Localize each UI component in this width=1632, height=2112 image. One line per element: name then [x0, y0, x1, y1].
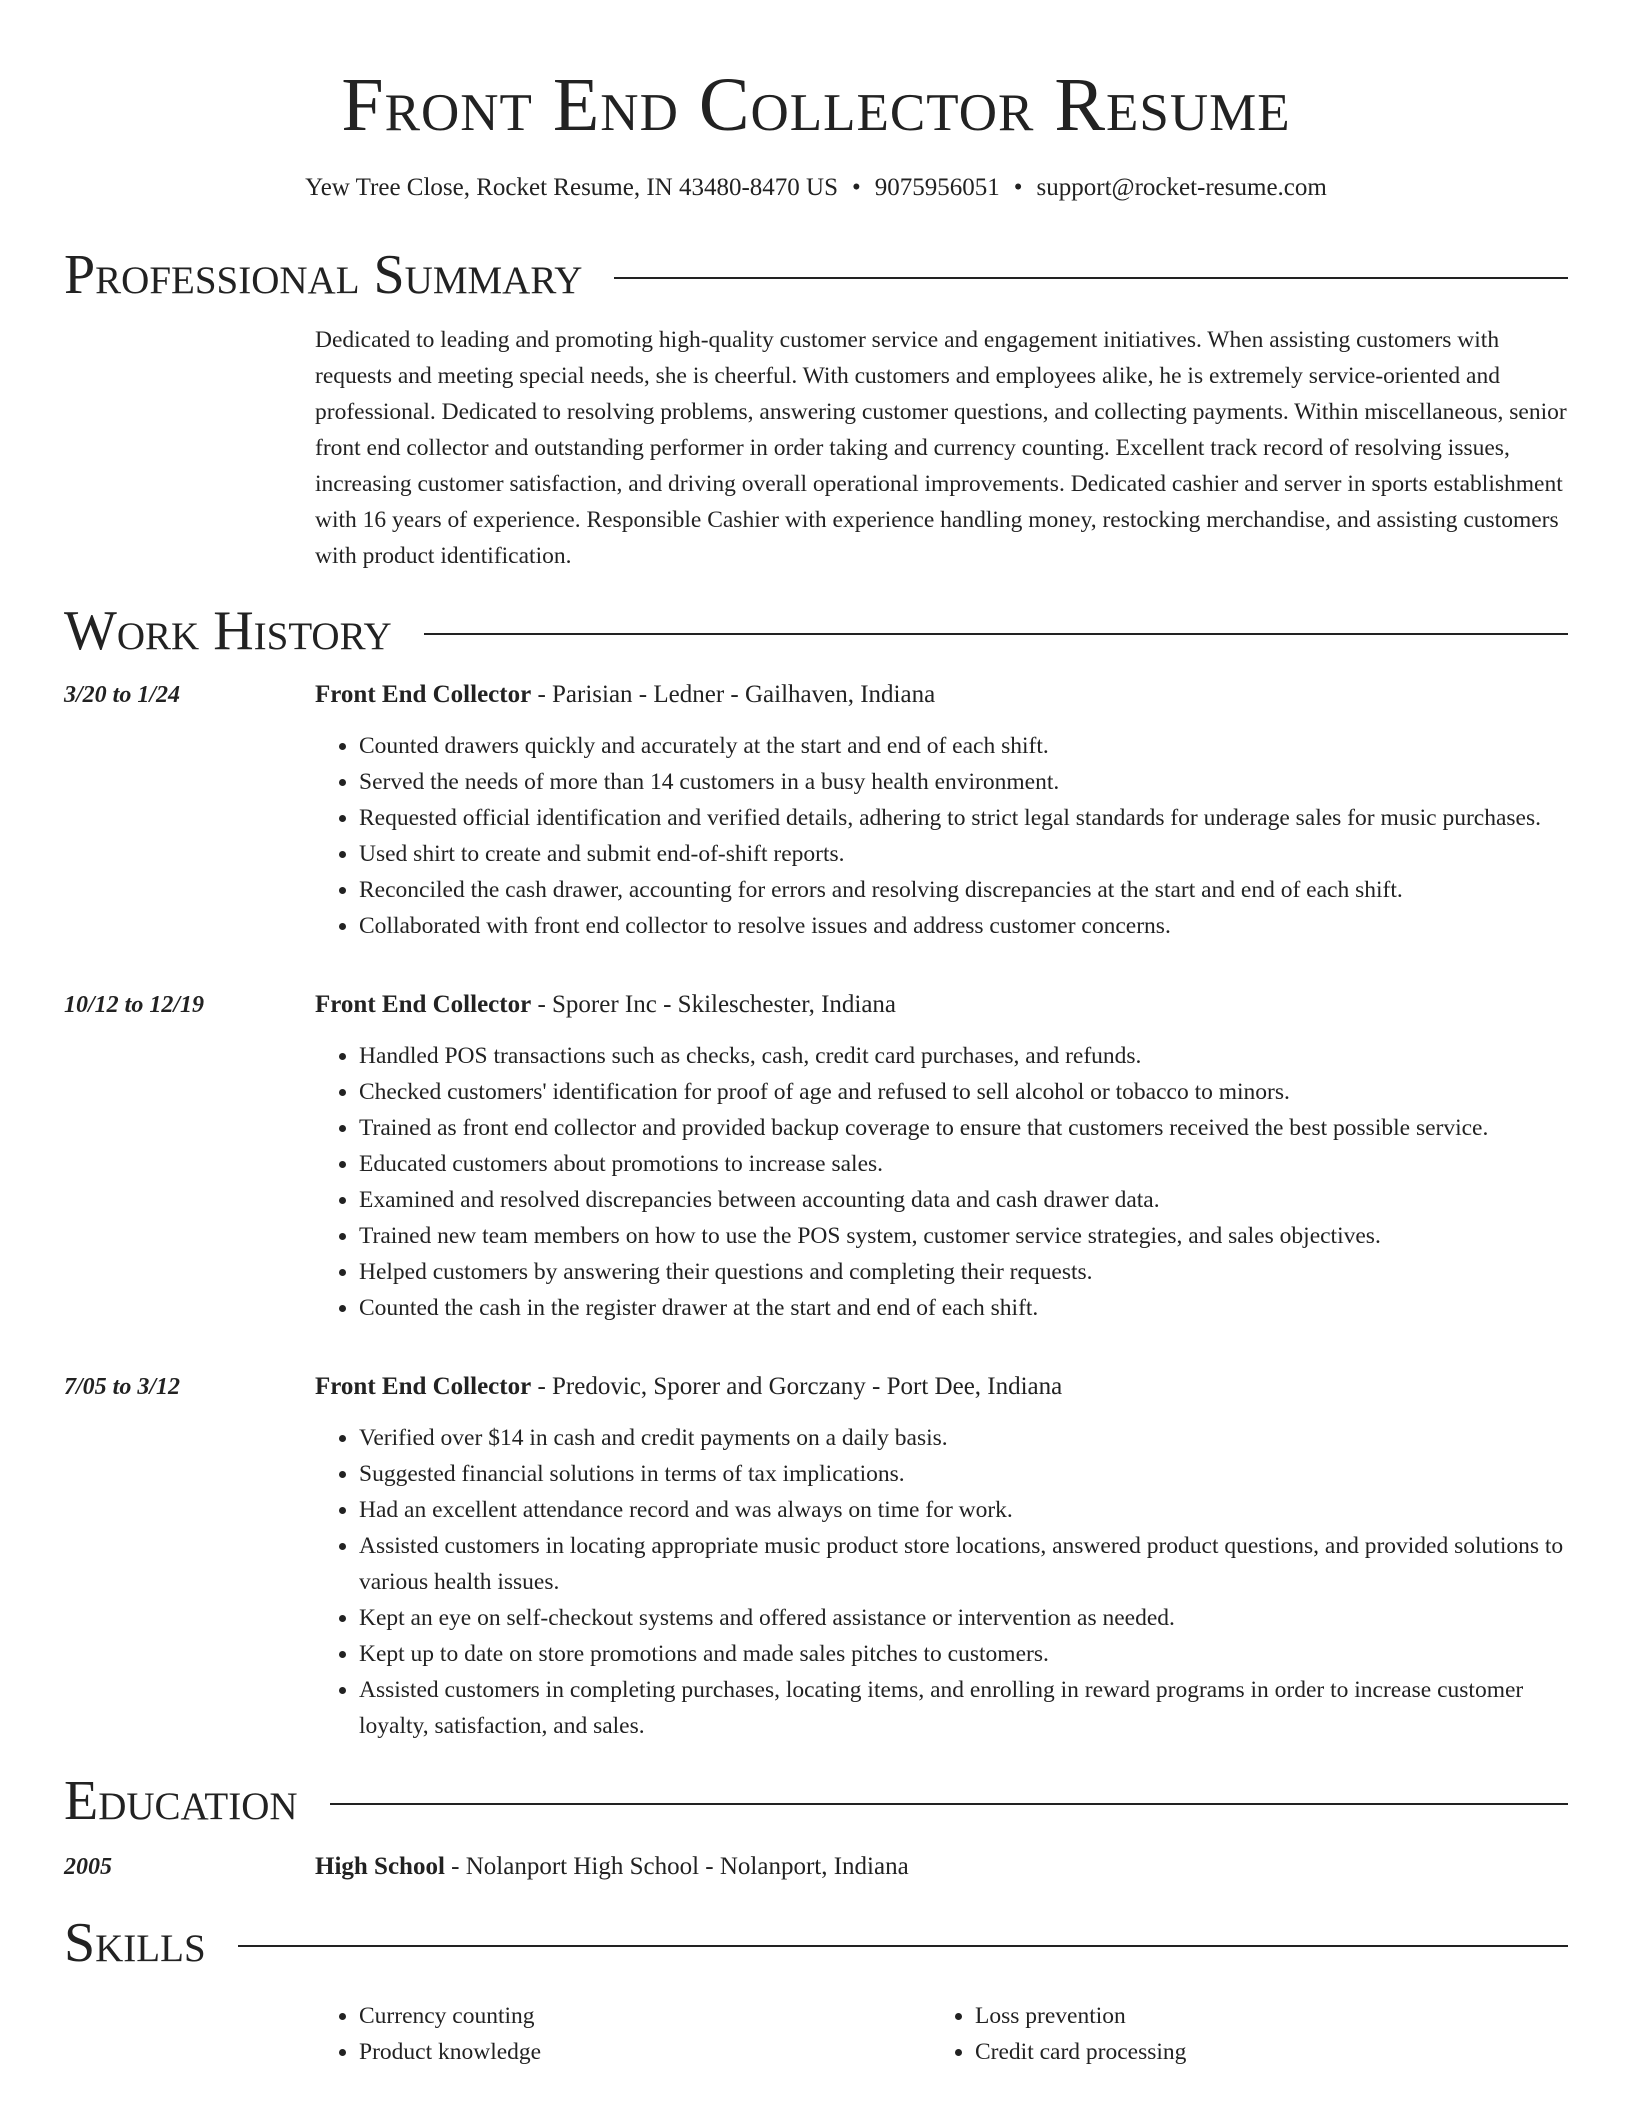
- job-title: Front End Collector: [315, 1373, 532, 1400]
- summary-text: Dedicated to leading and promoting high-quality customer service and engagement initiatives. When assisting customers with requests and meeting special needs, she is cheerful. With customers and employees alike, he is extremely service-oriented and professional. Dedicated to resolving problems, answering customer questions, and collecting payments. Within miscellaneous, senior front end collector and outstanding performer in order taking and currency counting. Excellent track record of resolving issues, increasing customer satisfaction, and driving overall operational improvements. Dedicated cashier and server in sports establishment with 16 years of experience. Responsible Cashier with experience handling money, restocking merchandise, and assisting customers with product identification.: [315, 327, 1567, 569]
- list-item: • Served the needs of more than 14 customers in a busy health environment.: [359, 764, 1568, 800]
- job-details: - Predovic, Sporer and Gorczany - Port Dee, Indiana: [531, 1373, 1063, 1400]
- education-section-header: [64, 1768, 1568, 1834]
- list-item: • Counted the cash in the register drawer at the start and end of each shift.: [359, 1290, 1568, 1326]
- summary-section-header: [64, 242, 1568, 308]
- work-entry: [64, 1370, 1568, 1744]
- work-section-header: [64, 598, 1568, 664]
- list-item: • Handled POS transactions such as checks, cash, credit card purchases, and refunds.: [359, 1038, 1568, 1074]
- section-divider: [424, 633, 1568, 635]
- list-item: • Assisted customers in locating appropriate music product store locations, answered product questions, and provided solutions to various health issues.: [359, 1528, 1568, 1600]
- skills-column-left: [315, 1998, 931, 2070]
- work-entry: [64, 988, 1568, 1326]
- section-divider: [614, 277, 1568, 279]
- education-entry: [64, 1850, 1568, 1884]
- skills-section-header: [64, 1910, 1568, 1976]
- list-item: • Verified over $14 in cash and credit payments on a daily basis.: [359, 1420, 1568, 1456]
- job-details: - Sporer Inc - Skileschester, Indiana: [531, 991, 897, 1018]
- work-heading: Work History: [64, 600, 392, 662]
- resume-title: Front End Collector Resume: [341, 63, 1291, 147]
- list-item: • Assisted customers in completing purchases, locating items, and enrolling in reward programs in order to increase customer loyalty, satisfaction, and sales.: [359, 1672, 1568, 1744]
- list-item: • Trained as front end collector and provided backup coverage to ensure that customers received the best possible service.: [359, 1110, 1568, 1146]
- job-title: Front End Collector: [315, 681, 532, 708]
- job-headline: [315, 1370, 1568, 1404]
- work-history-list: [64, 678, 1568, 1744]
- list-item: • Collaborated with front end collector to resolve issues and address customer concerns.: [359, 908, 1568, 944]
- list-item: • Educated customers about promotions to increase sales.: [359, 1146, 1568, 1182]
- list-item: • Had an excellent attendance record and was always on time for work.: [359, 1492, 1568, 1528]
- list-item: • Examined and resolved discrepancies between accounting data and cash drawer data.: [359, 1182, 1568, 1218]
- list-item: • Kept up to date on store promotions and made sales pitches to customers.: [359, 1636, 1568, 1672]
- job-dates: 10/12 to 12/19: [64, 992, 205, 1018]
- list-item: • Suggested financial solutions in terms of tax implications.: [359, 1456, 1568, 1492]
- list-item: • Used shirt to create and submit end-of-shift reports.: [359, 836, 1568, 872]
- contact-separator: •: [1013, 174, 1023, 201]
- job-dates: 3/20 to 1/24: [64, 682, 181, 708]
- education-degree: High School: [315, 1853, 445, 1880]
- contact-phone: 9075956051: [874, 174, 1000, 201]
- list-item: • Kept an eye on self-checkout systems and offered assistance or intervention as needed.: [359, 1600, 1568, 1636]
- skills-column-right: [931, 1998, 1547, 2070]
- contact-separator: •: [852, 174, 861, 201]
- education-year: 2005: [64, 1854, 112, 1880]
- job-headline: [315, 678, 1568, 712]
- skill-item: • Currency counting: [359, 1998, 931, 2034]
- skill-item: • Loss prevention: [975, 1998, 1547, 2034]
- job-title: Front End Collector: [315, 991, 532, 1018]
- list-item: • Counted drawers quickly and accurately at the start and end of each shift.: [359, 728, 1568, 764]
- skill-item: • Credit card processing: [975, 2034, 1547, 2070]
- skills-list: [315, 1998, 1568, 2070]
- list-item: • Helped customers by answering their questions and completing their requests.: [359, 1254, 1568, 1290]
- section-divider: [330, 1803, 1568, 1805]
- education-details: - Nolanport High School - Nolanport, Indiana: [444, 1853, 909, 1880]
- contact-email: support@rocket-resume.com: [1036, 174, 1327, 201]
- section-divider: [238, 1945, 1568, 1947]
- job-dates: 7/05 to 3/12: [64, 1374, 181, 1400]
- list-item: • Requested official identification and verified details, adhering to strict legal standards for underage sales for music purchases.: [359, 800, 1568, 836]
- contact-line: [64, 172, 1568, 204]
- summary-heading: Professional Summary: [64, 244, 583, 306]
- job-details: - Parisian - Ledner - Gailhaven, Indiana: [531, 681, 936, 708]
- list-item: • Checked customers' identification for proof of age and refused to sell alcohol or tobacco to minors.: [359, 1074, 1568, 1110]
- job-bullets: [315, 1420, 1568, 1744]
- skill-item: • Product knowledge: [359, 2034, 931, 2070]
- resume-page: [64, 0, 1568, 2070]
- job-headline: [315, 988, 1568, 1022]
- list-item: • Reconciled the cash drawer, accounting for errors and resolving discrepancies at the start and end of each shift.: [359, 872, 1568, 908]
- skills-heading: Skills: [64, 1912, 206, 1974]
- education-heading: Education: [64, 1770, 298, 1832]
- job-bullets: [315, 728, 1568, 944]
- education-headline: [315, 1850, 1568, 1884]
- job-bullets: [315, 1038, 1568, 1326]
- work-entry: [64, 678, 1568, 944]
- list-item: • Trained new team members on how to use the POS system, customer service strategies, and sales objectives.: [359, 1218, 1568, 1254]
- contact-address: Yew Tree Close, Rocket Resume, IN 43480-8470 US: [305, 174, 839, 201]
